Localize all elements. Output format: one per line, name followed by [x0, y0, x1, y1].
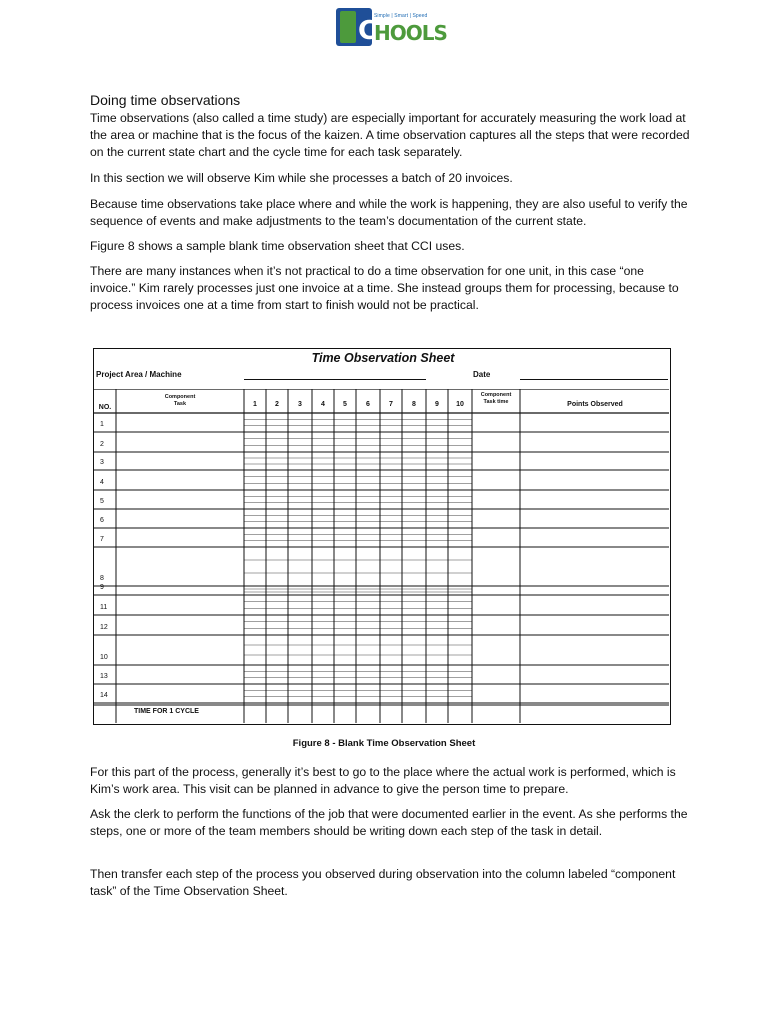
header-points-observed: Points Observed [567, 401, 623, 408]
logo-word: HOOLS [374, 21, 447, 45]
header-component-task [116, 394, 244, 407]
header-component-task-line1: Component [164, 394, 196, 400]
header-no: NO. [98, 404, 112, 411]
row-number-10: 11 [100, 604, 108, 611]
logo-letter: C [358, 16, 378, 46]
project-area-line [244, 379, 426, 380]
paragraph-transfer: Then transfer each step of the process you observed during observation into the column labeled “component task” of the Time Observation Sheet. [90, 867, 676, 898]
observation-grid [94, 389, 669, 723]
header-component-time-line2: Task time [483, 398, 509, 405]
company-logo [336, 8, 447, 48]
time-observation-sheet [93, 348, 671, 725]
row-number-1: 1 [100, 421, 104, 428]
header-observation-6: 6 [366, 401, 370, 408]
row-number-7: 7 [100, 536, 104, 543]
paragraph-intro: Time observations (also called a time study) are especially important for accurately measuring the work load at the area or machine that is the focus of the kaizen. A time observation captures all the steps that were recorded on the current state chart and the cycle time for each task separately. [90, 111, 690, 159]
row-number-14: 14 [100, 692, 108, 699]
header-observation-3: 3 [298, 401, 302, 408]
header-observation-5: 5 [343, 401, 347, 408]
paragraph-figure-ref: Figure 8 shows a sample blank time observation sheet that CCI uses. [90, 239, 465, 253]
header-observation-7: 7 [389, 401, 393, 408]
paragraph-kim-batch: In this section we will observe Kim while she processes a batch of 20 invoices. [90, 171, 513, 185]
logo-tagline: Simple | Smart | Speed [374, 13, 428, 19]
row-number-13: 13 [100, 673, 108, 680]
row-number-4: 4 [100, 479, 104, 486]
paragraph-verify: Because time observations take place where and while the work is happening, they are also useful to verify the sequence of events and make adjustments to the team’s documentation of the current state. [90, 197, 688, 228]
sheet-title: Time Observation Sheet [311, 351, 455, 365]
header-component-task-line2: Task [173, 400, 187, 407]
paragraph-go-to-place: For this part of the process, generally it’s best to go to the place where the actual work is performed, which is Kim’s work area. This visit can be planned in advance to give the person time to prepare. [90, 765, 676, 796]
header-observation-8: 8 [412, 401, 416, 408]
header-observation-9: 9 [435, 401, 439, 408]
header-component-time-line1: Component [480, 392, 512, 398]
grid-lines [94, 389, 669, 723]
row-number-11: 12 [100, 624, 108, 631]
paragraph-not-practical: There are many instances when it’s not practical to do a time observation for one unit, in this case “one invoice.” Kim rarely processes just one invoice at a time. She instead groups them for processing, because to process invoices one at a time from start to finish would not be practical. [90, 264, 679, 312]
row-number-5: 5 [100, 498, 104, 505]
header-observation-1: 1 [253, 401, 257, 408]
header-observation-10: 10 [456, 401, 464, 408]
row-number-3: 3 [100, 459, 104, 466]
date-label: Date [473, 370, 491, 379]
logo-mark-accent [340, 11, 356, 43]
time-for-cycle-label: TIME FOR 1 CYCLE [134, 708, 199, 715]
row-number-6: 6 [100, 517, 104, 524]
header-observation-2: 2 [275, 401, 279, 408]
row-number-9: 9 [100, 584, 104, 591]
row-number-2: 2 [100, 441, 104, 448]
date-line [520, 379, 668, 380]
project-area-label: Project Area / Machine [96, 370, 182, 379]
figure-caption: Figure 8 - Blank Time Observation Sheet [292, 738, 476, 749]
row-number-12: 10 [100, 654, 108, 661]
paragraph-ask-clerk: Ask the clerk to perform the functions of the job that were documented earlier in the event. As she performs the steps, one or more of the team members should be writing down each step of the task in detail. [90, 807, 688, 838]
section-heading: Doing time observations [90, 92, 241, 108]
header-observation-4: 4 [321, 401, 325, 408]
header-component-task-time [472, 392, 520, 405]
row-number-8: 8 [100, 575, 104, 582]
